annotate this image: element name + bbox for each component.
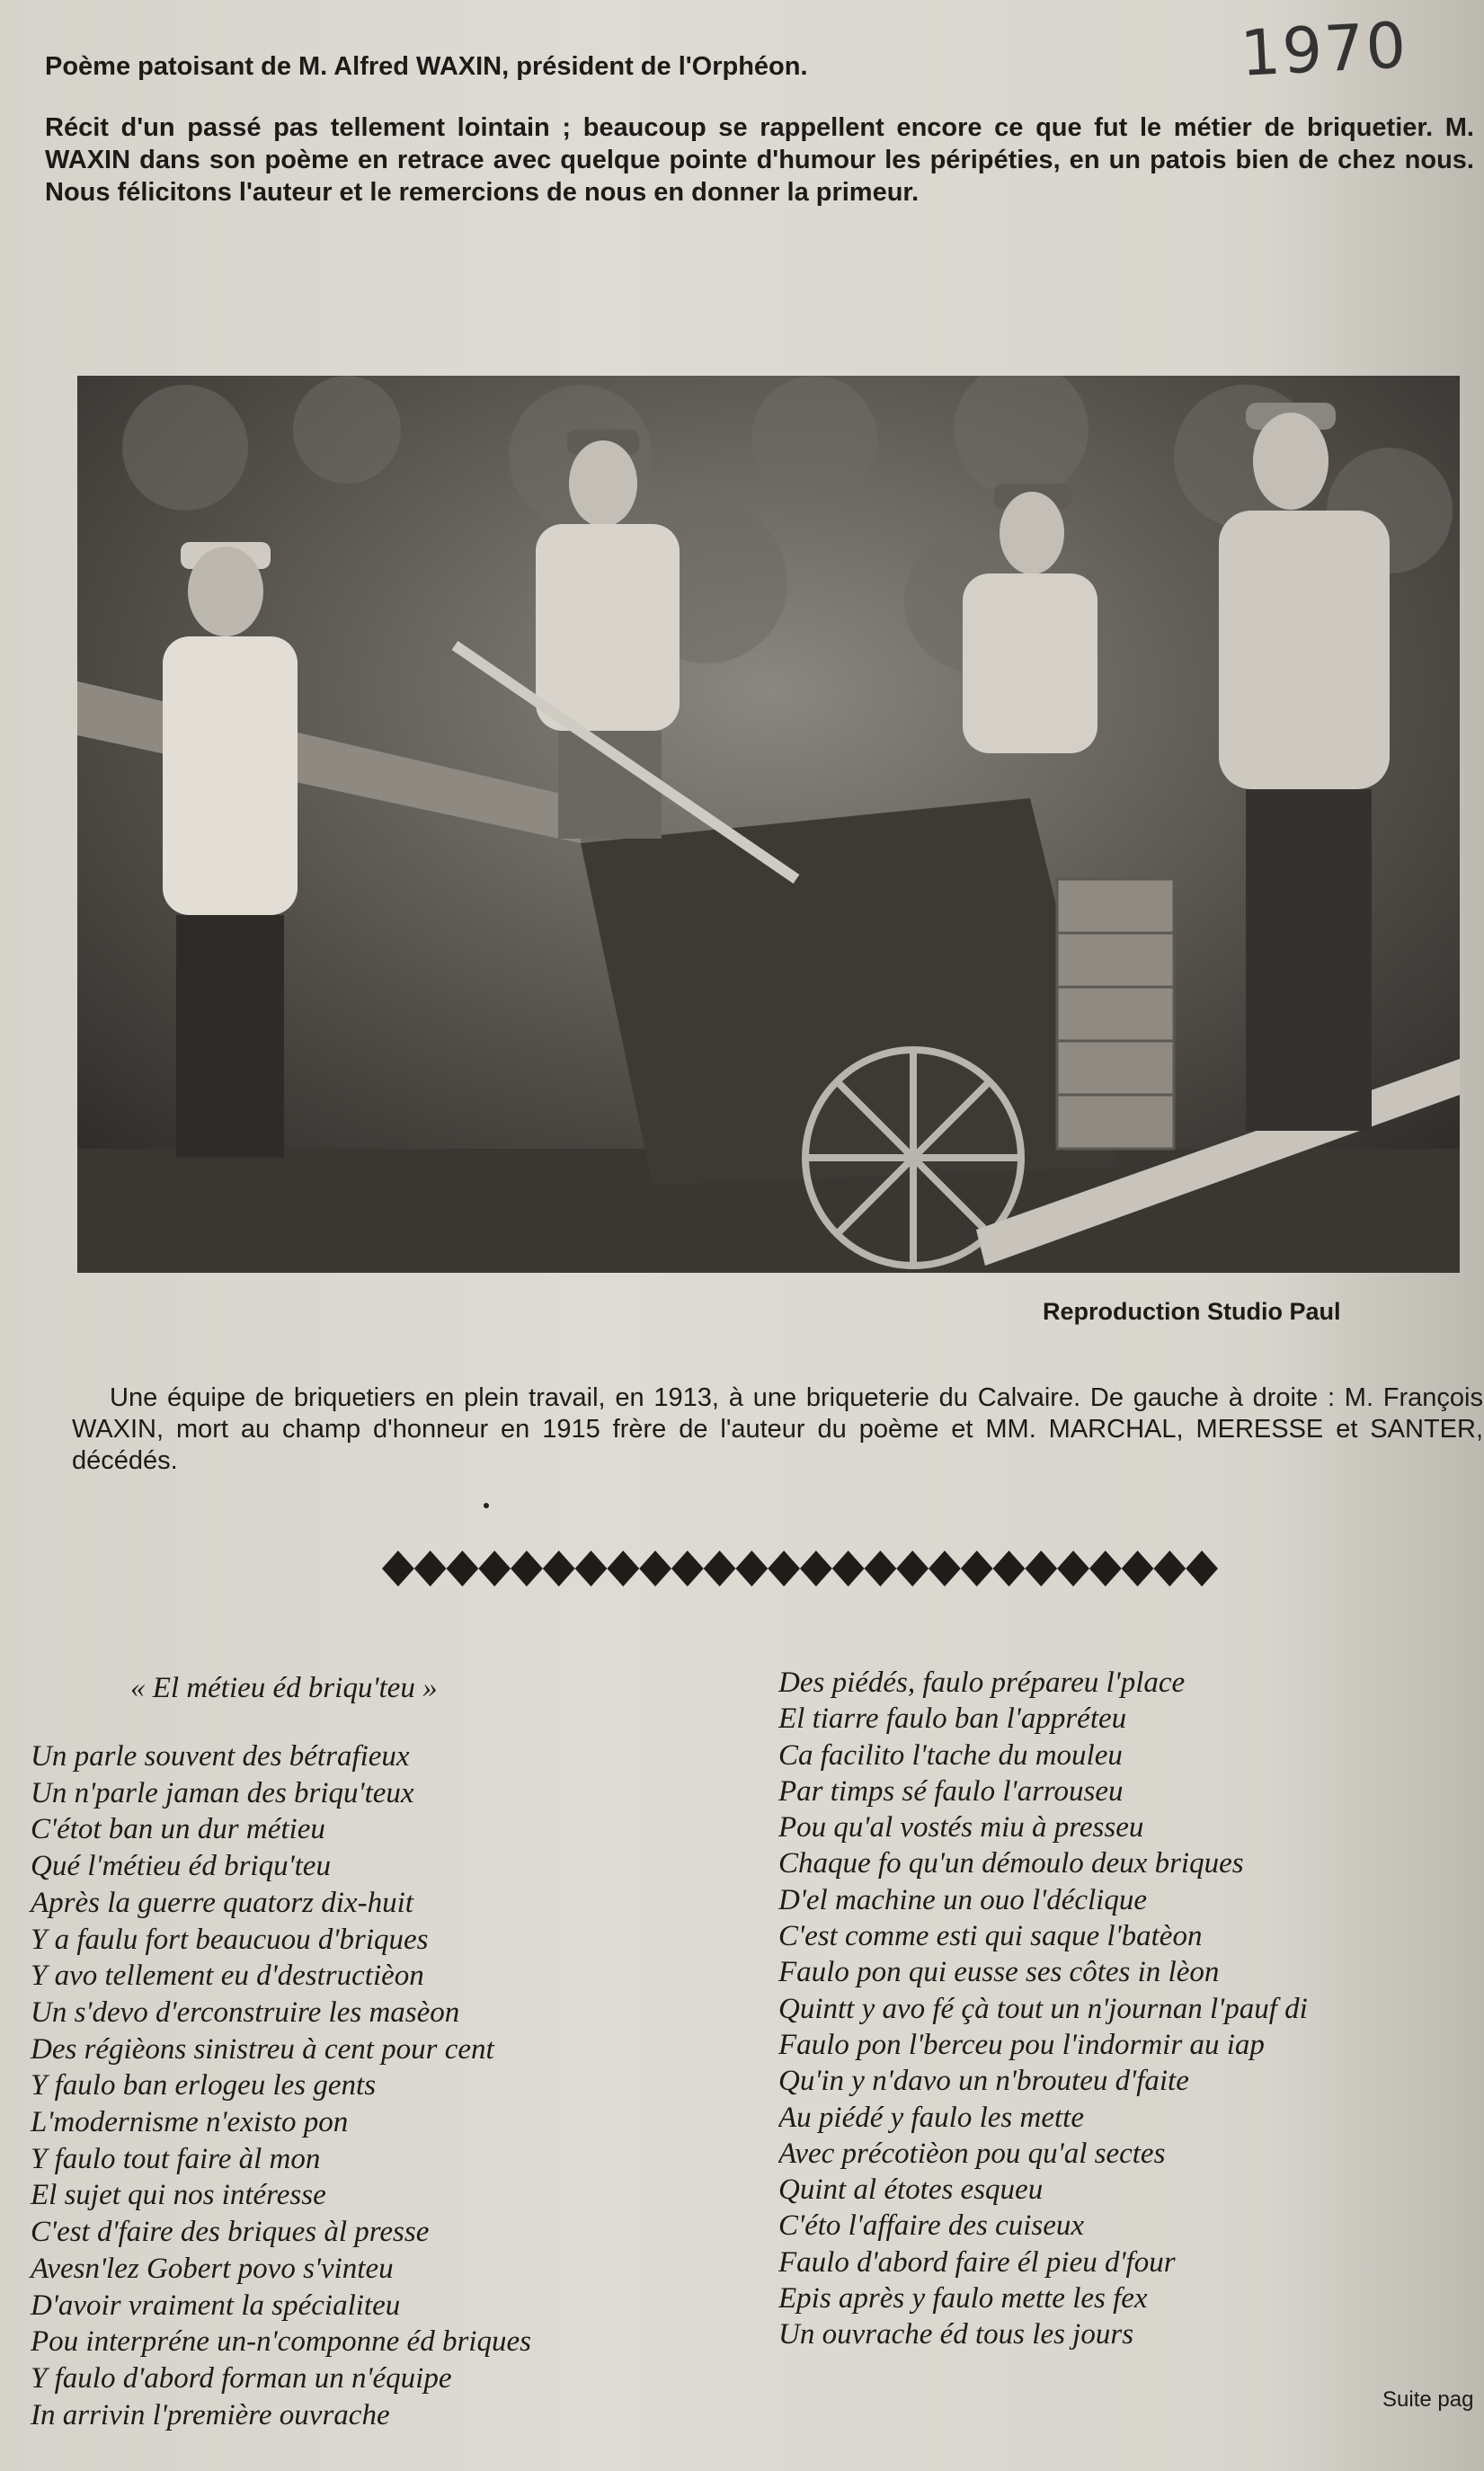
poem-line: D'avoir vraiment la spécialiteu: [31, 2289, 401, 2322]
divider-diamond: [735, 1551, 768, 1587]
poem-line: Au piédé y faulo les mette: [778, 2101, 1084, 2134]
poem-line: Quint al étotes esqueu: [778, 2173, 1044, 2207]
divider-diamond: [929, 1551, 961, 1587]
poem-line: Un parle souvent des bétrafieux: [31, 1740, 410, 1773]
divider-diamond: [865, 1551, 897, 1587]
poem-line: Epis après y faulo mette les fex: [778, 2282, 1148, 2315]
divider-diamond: [1025, 1551, 1057, 1587]
divider-diamond: [671, 1551, 704, 1587]
handwritten-year: 1970: [1238, 8, 1410, 91]
poem-left-column: [31, 1738, 768, 2433]
poem-line: L'modernisme n'existo pon: [31, 2106, 349, 2139]
poem-line: Après la guerre quatorz dix-huit: [31, 1886, 413, 1919]
divider-diamond: [511, 1551, 543, 1587]
poem-line: El tiarre faulo ban l'appréteu: [778, 1702, 1127, 1736]
divider-diamond: [768, 1551, 800, 1587]
divider-diamond: [543, 1551, 575, 1587]
divider-diamond: [1057, 1551, 1089, 1587]
poem-line: Y faulo d'abord forman un n'équipe: [31, 2361, 452, 2395]
divider-diamond: [896, 1551, 929, 1587]
poem-line: Pou qu'al vostés miu à presseu: [778, 1811, 1144, 1844]
divider-diamond: [382, 1551, 414, 1587]
divider-diamond: [1153, 1551, 1186, 1587]
photo-credit: Reproduction Studio Paul: [1043, 1298, 1341, 1325]
poem-line: Pou interpréne un-n'componne éd briques: [31, 2325, 531, 2359]
divider-diamond: [704, 1551, 736, 1587]
divider-diamond: [414, 1551, 447, 1587]
poem-line: Un ouvrache éd tous les jours: [778, 2318, 1134, 2351]
poem-line: Faulo d'abord faire él pieu d'four: [778, 2245, 1176, 2279]
continued-note: Suite pag: [1382, 2387, 1474, 2412]
poem-line: Qu'in y n'davo un n'brouteu d'faite: [778, 2065, 1189, 2098]
divider-diamond: [993, 1551, 1026, 1587]
divider-diamond: [639, 1551, 671, 1587]
poem-line: C'est d'faire des briques àl presse: [31, 2216, 430, 2249]
divider-diamond: [478, 1551, 511, 1587]
poem-line: Des régièons sinistreu à cent pour cent: [31, 2032, 494, 2066]
poem-title: « El métieu éd briqu'teu »: [130, 1672, 438, 1704]
poem-line: Des piédés, faulo prépareu l'place: [778, 1667, 1186, 1699]
divider-diamond: [447, 1551, 479, 1587]
poem-line: Qué l'métieu éd briqu'teu: [31, 1850, 331, 1883]
poem-line: Faulo pon qui eusse ses côtes in lèon: [778, 1956, 1220, 1989]
divider-diamond: [1122, 1551, 1154, 1587]
divider-diamond: [607, 1551, 639, 1587]
divider-diamond: [832, 1551, 865, 1587]
divider-diamond: [1089, 1551, 1122, 1587]
intro-paragraph: Récit d'un passé pas tellement lointain ; beaucoup se rappellent encore ce que fut le métier de briquetier. M. WAXIN dans son poème en retrace avec quelque pointe d'humour les péripéties, en un patois bien de chez nous. Nous félicitons l'auteur et le remercions de nous en donner la primeur.: [45, 113, 1474, 207]
ink-dot: [484, 1503, 489, 1508]
poem-line: Chaque fo qu'un démoulo deux briques: [778, 1847, 1244, 1880]
divider-diamond: [800, 1551, 832, 1587]
poem-right-column: [778, 1665, 1480, 2353]
photo-caption: Une équipe de briquetiers en plein travail, en 1913, à une briqueterie du Calvaire. De gauche à droite : M. François WAXIN, mort au champ d'honneur en 1915 frère de l'auteur du poème et MM. MARCHAL, MERESSE et SANTER, décédés.: [72, 1383, 1483, 1475]
poem-line: Y faulo ban erlogeu les gents: [31, 2069, 377, 2102]
poem-line: Avec précotièon pou qu'al sectes: [778, 2137, 1166, 2170]
divider-diamond: [961, 1551, 993, 1587]
historical-photo: [77, 376, 1460, 1273]
poem-line: C'est comme esti qui saque l'batèon: [778, 1920, 1203, 1953]
poem-line: El sujet qui nos intéresse: [31, 2179, 326, 2212]
poem-line: Y avo tellement eu d'destructièon: [31, 1960, 424, 1993]
divider-diamond: [1186, 1551, 1218, 1587]
poem-line: C'étot ban un dur métieu: [31, 1813, 325, 1846]
brickworkers-photo-illustration: [77, 376, 1460, 1273]
poem-line: D'el machine un ouo l'déclique: [778, 1883, 1148, 1916]
poem-line: Y faulo tout faire àl mon: [31, 2142, 321, 2175]
poem-line: Par timps sé faulo l'arrouseu: [778, 1774, 1124, 1808]
poem-line: C'éto l'affaire des cuiseux: [778, 2209, 1085, 2243]
diamond-divider: [382, 1548, 1218, 1589]
poem-line: Y a faulu fort beaucuou d'briques: [31, 1923, 429, 1956]
poem-line: Quintt y avo fé çà tout un n'journan l'pauf di: [778, 1992, 1308, 2025]
poem-line: Un s'devo d'erconstruire les masèon: [31, 1995, 460, 2029]
intro-title: Poème patoisant de M. Alfred WAXIN, président de l'Orphéon.: [45, 52, 808, 81]
poem-line: Ca facilito l'tache du mouleu: [778, 1738, 1123, 1772]
poem-line: Avesn'lez Gobert povo s'vinteu: [31, 2252, 394, 2285]
divider-diamond: [575, 1551, 608, 1587]
poem-line: Un n'parle jaman des briqu'teux: [31, 1776, 414, 1809]
poem-line: In arrivin l'première ouvrache: [31, 2398, 390, 2431]
poem-line: Faulo pon l'berceu pou l'indormir au iap: [778, 2028, 1265, 2061]
